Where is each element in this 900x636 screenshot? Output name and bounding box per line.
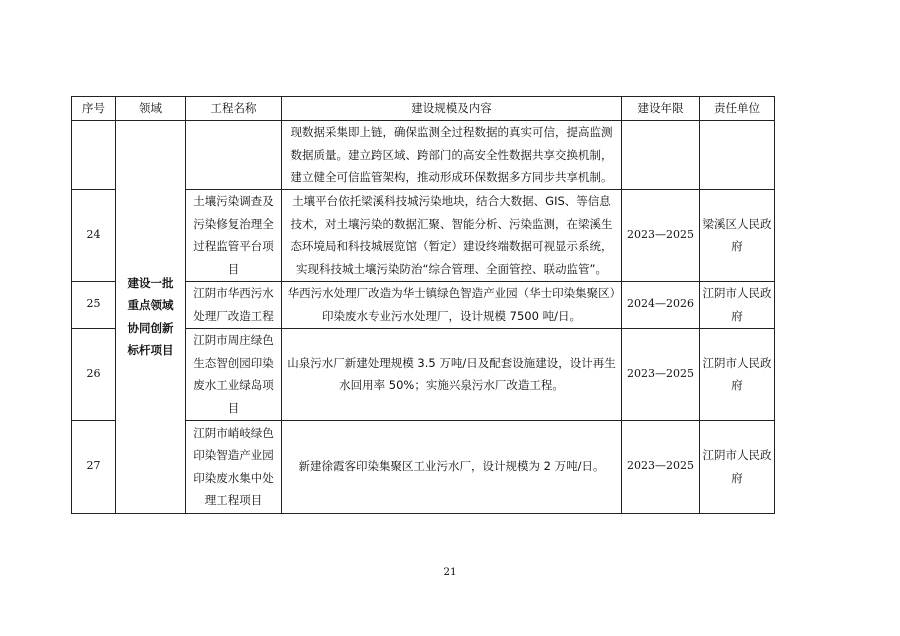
row-name: 土壤污染调查及污染修复治理全过程监管平台项目 bbox=[186, 189, 282, 281]
row-unit bbox=[700, 121, 775, 190]
domain-cell bbox=[116, 121, 186, 514]
row-years: 2024—2026 bbox=[622, 281, 700, 328]
row-unit: 江阴市人民政府 bbox=[700, 328, 775, 420]
row-name: 江阴市峭岐绿色印染智造产业园印染废水集中处理工程项目 bbox=[186, 420, 282, 513]
row-unit: 江阴市人民政府 bbox=[700, 281, 775, 328]
row-num bbox=[72, 121, 116, 190]
row-num: 27 bbox=[72, 420, 116, 513]
row-unit: 梁溪区人民政府 bbox=[700, 189, 775, 281]
page-number: 21 bbox=[443, 566, 457, 578]
header-scale-content: 建设规模及内容 bbox=[282, 97, 622, 121]
row-content: 土壤平台依托梁溪科技城污染地块，结合大数据、GIS、等信息技术，对土壤污染的数据汇聚、智能分析、污染监测，在梁溪生态环境局和科技城展览馆（暂定）建设终端数据可视显示系统，实现科技城土壤污染防治“综合管理、全面管控、联动监管”。 bbox=[282, 189, 622, 281]
table-header-row bbox=[72, 97, 775, 121]
row-years bbox=[622, 121, 700, 190]
header-responsible-unit: 责任单位 bbox=[700, 97, 775, 121]
domain-label: 建设一批重点领域协同创新标杆项目 bbox=[127, 275, 174, 358]
row-num: 24 bbox=[72, 189, 116, 281]
header-years: 建设年限 bbox=[622, 97, 700, 121]
project-table bbox=[71, 96, 775, 514]
row-num: 25 bbox=[72, 281, 116, 328]
header-project-name: 工程名称 bbox=[186, 97, 282, 121]
row-name: 江阴市周庄绿色生态智创园印染废水工业绿岛项目 bbox=[186, 328, 282, 420]
row-content: 新建徐霞客印染集聚区工业污水厂，设计规模为 2 万吨/日。 bbox=[282, 420, 622, 513]
row-years: 2023—2025 bbox=[622, 189, 700, 281]
row-unit: 江阴市人民政府 bbox=[700, 420, 775, 513]
row-name: 江阴市华西污水处理厂改造工程 bbox=[186, 281, 282, 328]
row-content: 华西污水处理厂改造为华士镇绿色智造产业园（华士印染集聚区）印染废水专业污水处理厂，设计规模 7500 吨/日。 bbox=[282, 281, 622, 328]
header-seq: 序号 bbox=[72, 97, 116, 121]
row-name bbox=[186, 121, 282, 190]
header-domain: 领域 bbox=[116, 97, 186, 121]
row-num: 26 bbox=[72, 328, 116, 420]
table-row bbox=[72, 121, 775, 190]
row-content: 山泉污水厂新建处理规模 3.5 万吨/日及配套设施建设，设计再生水回用率 50%；实施兴泉污水厂改造工程。 bbox=[282, 328, 622, 420]
row-years: 2023—2025 bbox=[622, 328, 700, 420]
row-content: 现数据采集即上链，确保监测全过程数据的真实可信，提高监测数据质量。建立跨区域、跨部门的高安全性数据共享交换机制，建立健全可信监管架构，推动形成环保数据多方同步共享机制。 bbox=[282, 121, 622, 190]
row-years: 2023—2025 bbox=[622, 420, 700, 513]
